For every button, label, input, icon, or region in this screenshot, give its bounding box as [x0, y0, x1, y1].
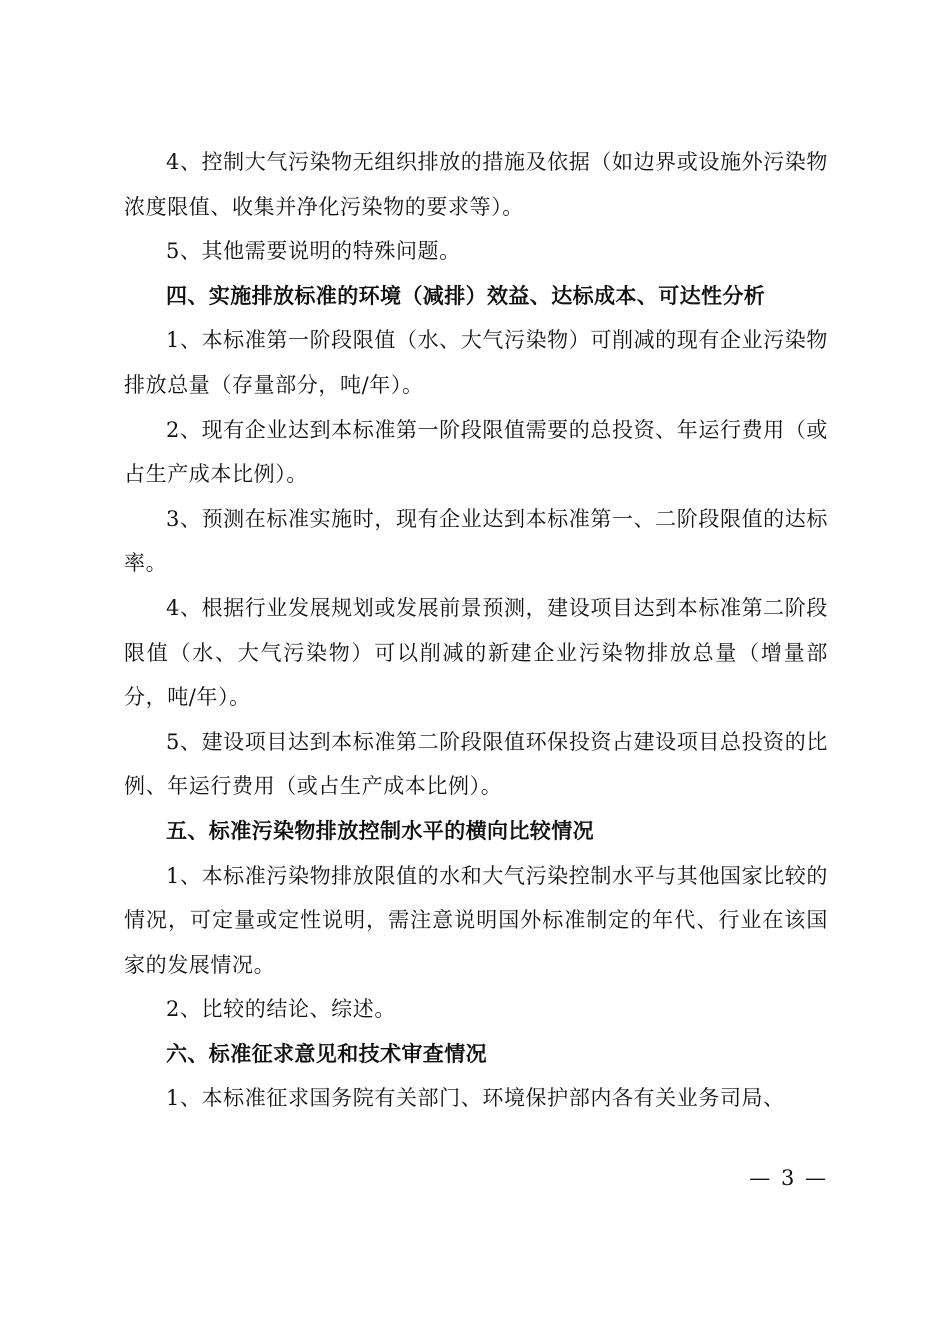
paragraph-item-1-reduction-existing: 1、本标准第一阶段限值（水、大气污染物）可削减的现有企业污染物排放总量（存量部分，吨/年）。: [124, 328, 828, 397]
document-body: [124, 140, 828, 1121]
page-number: — 3 —: [749, 1166, 828, 1190]
section-heading-4: 四、实施排放标准的环境（减排）效益、达标成本、可达性分析: [166, 283, 766, 308]
paragraph-item-5-environmental-investment: 5、建设项目达到本标准第二阶段限值环保投资占建设项目总投资的比例、年运行费用（或占生产成本比例）。: [124, 729, 828, 799]
paragraph-item-4-reduction-new: 4、根据行业发展规划或发展前景预测，建设项目达到本标准第二阶段限值（水、大气污染物）可以削减的新建企业污染物排放总量（增量部分，吨/年）。: [124, 595, 828, 710]
paragraph-item-2-conclusion: 2、比较的结论、综述。: [166, 997, 396, 1022]
paragraph-item-1-consultation: 1、本标准征求国务院有关部门、环境保护部内各有关业务司局、: [166, 1086, 785, 1111]
paragraph-item-5-special-issues: 5、其他需要说明的特殊问题。: [166, 239, 461, 264]
paragraph-item-3-compliance-rate: 3、预测在标准实施时，现有企业达到本标准第一、二阶段限值的达标率。: [124, 506, 828, 576]
paragraph-item-4-fugitive-emissions: 4、控制大气污染物无组织排放的措施及依据（如边界或设施外污染物浓度限值、收集并净化污染物的要求等）。: [124, 150, 828, 219]
paragraph-item-1-international-comparison: 1、本标准污染物排放限值的水和大气污染控制水平与其他国家比较的情况，可定量或定性说明，需注意说明国外标准制定的年代、行业在该国家的发展情况。: [124, 863, 828, 977]
paragraph-item-2-investment: 2、现有企业达到本标准第一阶段限值需要的总投资、年运行费用（或占生产成本比例）。: [124, 417, 828, 487]
section-heading-5: 五、标准污染物排放控制水平的横向比较情况: [166, 818, 594, 843]
section-heading-6: 六、标准征求意见和技术审查情况: [166, 1041, 487, 1066]
